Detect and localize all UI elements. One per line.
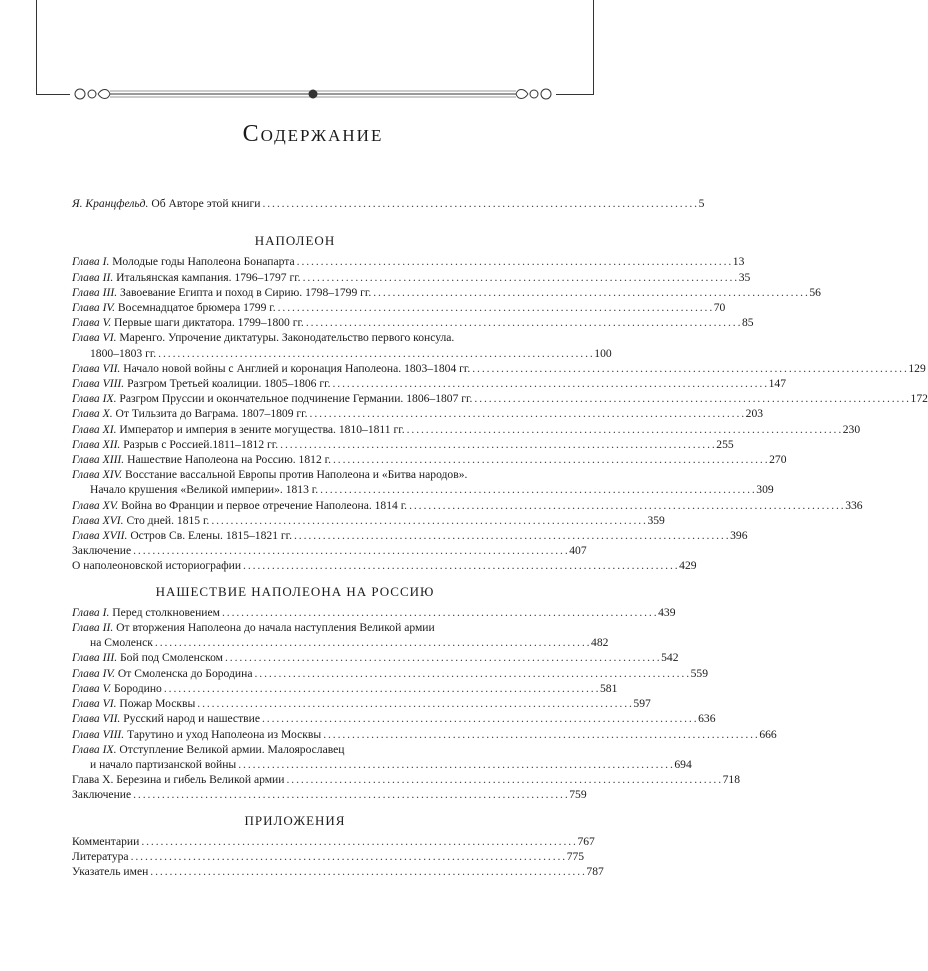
toc-entry[interactable] [72,650,679,665]
entry-title: и начало партизанской войны [90,757,237,771]
page-number: 100 [594,346,612,360]
page-number: 407 [569,544,587,558]
dot-leader [278,300,712,315]
page-number: 255 [716,437,734,451]
chapter-number: Глава IX. [72,742,117,756]
entry-title: Разгром Третьей коалиции. 1805–1806 гг. [127,377,331,391]
page-number: 581 [599,681,618,695]
toc-entry[interactable] [72,452,787,467]
dot-leader [164,681,598,696]
toc-entry[interactable] [72,285,821,300]
toc-entry[interactable] [72,727,777,742]
entry-title: Восстание вассальной Европы против Наполеона и «Битва народов». [124,468,468,482]
page-number: 85 [741,316,754,330]
page-number: 309 [756,483,774,497]
toc-entry[interactable] [72,315,754,330]
dot-leader [262,196,696,211]
dot-leader [409,498,843,513]
entry-title: От Тильзита до Ваграма. 1807–1809 гг. [115,407,308,421]
toc-entry[interactable] [72,391,928,406]
entry-title: Разгром Пруссии и окончательное подчинение Германии. 1806–1807 гг. [119,392,473,406]
chapter-number: Глава I. [72,255,110,269]
chapter-number: Глава V. [72,316,112,330]
dot-leader [155,635,589,650]
chapter-number: Глава IX. [72,392,117,406]
page-number: 56 [809,285,821,299]
toc-entry[interactable] [72,300,726,315]
toc-entry[interactable] [72,849,585,864]
toc-entry[interactable] [72,711,716,726]
chapter-number: Глава II. [72,270,114,284]
page-number: 396 [730,529,748,543]
page-number: 597 [633,697,651,711]
toc-entry[interactable] [72,666,708,681]
page-number: 172 [910,392,928,406]
dot-leader [131,849,565,864]
page-number: 767 [577,834,595,848]
entry-title: Завоевание Египта и поход в Сирию. 1798–1799 гг. [120,285,372,299]
chapter-number: Глава XV. [72,498,119,512]
dot-leader [294,528,728,543]
entry-title: 1800–1803 гг. [90,346,157,360]
dot-leader [320,482,754,497]
page-number: 542 [661,651,679,665]
section-heading: ПРИЛОЖЕНИЯ [244,812,346,828]
entry-title: Остров Св. Елены. 1815–1821 гг. [130,529,292,543]
entry-title: Комментарии [72,834,140,848]
page-number: 636 [698,712,716,726]
dot-leader [222,605,656,620]
dot-leader [373,285,807,300]
chapter-number: Глава IV. [72,666,115,680]
page-number: 230 [842,422,861,436]
chapter-number: Глава VIII. [72,377,125,391]
dot-leader [133,787,567,802]
entry-title: Перед столкновением [112,605,220,619]
chapter-number: Глава II. [72,621,114,635]
page-number: 129 [908,361,926,375]
entry-title: Разрыв с Россией.1811–1812 гг. [123,437,279,451]
chapter-number: Глава VI. [72,331,117,345]
chapter-number: Глава XVII. [72,529,128,543]
chapter-number: Глава XI. [72,422,117,436]
chapter-number: Глава III. [72,285,118,299]
page-number: 70 [713,301,726,315]
chapter-number: Глава XII. [72,437,121,451]
toc-entry[interactable] [72,498,863,513]
intro-page: 5 [698,197,705,210]
dot-leader [474,391,908,406]
entry-title: Нашествие Наполеона на Россию. 1812 г. [127,453,331,467]
page-number: 429 [679,559,697,573]
dot-leader [323,727,757,742]
entry-title: Бородино [114,681,162,695]
toc-entry[interactable] [72,254,745,269]
entry-title: Начало новой войны с Англией и коронация Наполеона. 1803–1804 гг. [123,361,471,375]
entry-title: Первые шаги диктатора. 1799–1800 гг. [114,316,304,330]
dot-leader [280,437,714,452]
dot-leader [197,696,631,711]
page-number: 482 [591,636,609,650]
chapter-number: Глава I. [72,605,110,619]
entry-title: От Смоленска до Бородина [117,666,253,680]
chapter-number: Глава X. [72,407,113,421]
chapter-number: Глава VII. [72,361,121,375]
toc-entry[interactable] [72,406,764,421]
page-number: 439 [658,605,676,619]
chapter-number: Глава III. [72,651,118,665]
entry-title: Сто дней. 1815 г. [126,513,210,527]
dot-leader [303,270,737,285]
toc-entry[interactable] [72,270,751,285]
page-title: Содержание [242,121,384,147]
intro-author: Я. Кранцфельд. [72,197,149,210]
dot-leader [310,406,744,421]
entry-title: Тарутино и уход Наполеона из Москвы [127,727,322,741]
table-of-contents [72,196,928,879]
intro-title: Об Авторе этой книги [151,197,261,210]
entry-title: Молодые годы Наполеона Бонапарта [112,255,295,269]
dot-leader [133,543,567,558]
chapter-number: Глава XIII. [72,453,125,467]
toc-entry[interactable] [72,376,786,391]
toc-entry[interactable] [72,437,734,452]
toc-entry[interactable] [72,467,774,497]
entry-title: на Смоленск [90,636,153,650]
page-number: 203 [745,407,764,421]
dot-leader [211,513,645,528]
page-number: 270 [769,453,787,467]
chapter-number: Глава VI. [72,697,117,711]
dot-leader [238,757,672,772]
page-number: 775 [566,849,585,863]
entry-title: Глава X. Березина и гибель Великой армии [72,773,285,787]
entry-title: От вторжения Наполеона до начала наступления Великой армии [116,621,435,635]
section-heading: НАПОЛЕОН [254,233,336,249]
entry-title: Заключение [72,788,132,802]
toc-entry[interactable] [72,361,926,376]
entry-title: Император и империя в зените могущества. 1810–1811 гг. [119,422,405,436]
dot-leader [150,864,584,879]
dot-leader [225,650,659,665]
page-number: 559 [690,666,708,680]
chapter-number: Глава VII. [72,712,121,726]
toc-entry[interactable] [72,787,587,802]
dot-leader [306,315,740,330]
entry-title: Маренго. Упрочение диктатуры. Законодательство первого консула. [119,331,455,345]
page-number: 666 [759,727,777,741]
entry-title: Война во Франции и первое отречение Наполеона. 1814 г. [121,498,408,512]
dot-leader [158,346,592,361]
entry-title: Восемнадцатое брюмера 1799 г. [117,301,276,315]
toc-entry[interactable] [72,696,651,711]
toc-entry[interactable] [72,528,748,543]
entry-title: Начало крушения «Великой империи». 1813 г. [90,483,319,497]
chapter-number: Глава VIII. [72,727,125,741]
chapter-number: Глава XVI. [72,513,124,527]
chapter-number: Глава IV. [72,301,115,315]
toc-entry[interactable] [72,864,604,879]
entry-title: Заключение [72,544,132,558]
dot-leader [297,254,731,269]
page-number: 787 [586,865,604,879]
page-number: 759 [569,788,587,802]
page-number: 147 [768,377,786,391]
toc-intro-entry[interactable] [72,196,705,211]
toc-entry[interactable] [72,681,618,696]
page-number: 359 [647,513,665,527]
dot-leader [243,558,677,573]
toc-entry[interactable] [72,330,612,360]
section-heading: НАШЕСТВИЕ НАПОЛЕОНА НА РОССИЮ [155,583,435,599]
dot-leader [286,772,720,787]
page-number: 35 [738,270,751,284]
toc-entry[interactable] [72,772,740,787]
toc-entry[interactable] [72,558,697,573]
chapter-number: Глава V. [72,681,112,695]
entry-title: Русский народ и нашествие [123,712,260,726]
entry-title: Пожар Москвы [119,697,196,711]
page-frame [36,0,594,95]
dot-leader [332,376,766,391]
entry-title: О наполеоновской историографии [72,559,242,573]
page-number: 694 [674,757,692,771]
entry-title: Литература [72,849,129,863]
entry-title: Бой под Смоленском [120,651,223,665]
toc-entry[interactable] [72,620,609,650]
entry-title: Отступление Великой армии. Малоярославец [119,742,345,756]
toc-entry[interactable] [72,543,587,558]
dot-leader [141,834,575,849]
toc-entry[interactable] [72,742,692,772]
entry-title: Указатель имен [72,865,149,879]
chapter-number: Глава XIV. [72,468,123,482]
page-number: 13 [732,255,745,269]
toc-entry[interactable] [72,834,595,849]
dot-leader [254,666,688,681]
dot-leader [407,422,841,437]
dot-leader [333,452,767,467]
dot-leader [472,361,906,376]
page-number: 336 [845,498,863,512]
toc-entry[interactable] [72,513,665,528]
toc-entry[interactable] [72,422,861,437]
dot-leader [262,711,696,726]
ornamental-divider [70,83,556,105]
toc-entry[interactable] [72,605,676,620]
page-number: 718 [722,773,740,787]
entry-title: Итальянская кампания. 1796–1797 гг. [116,270,301,284]
